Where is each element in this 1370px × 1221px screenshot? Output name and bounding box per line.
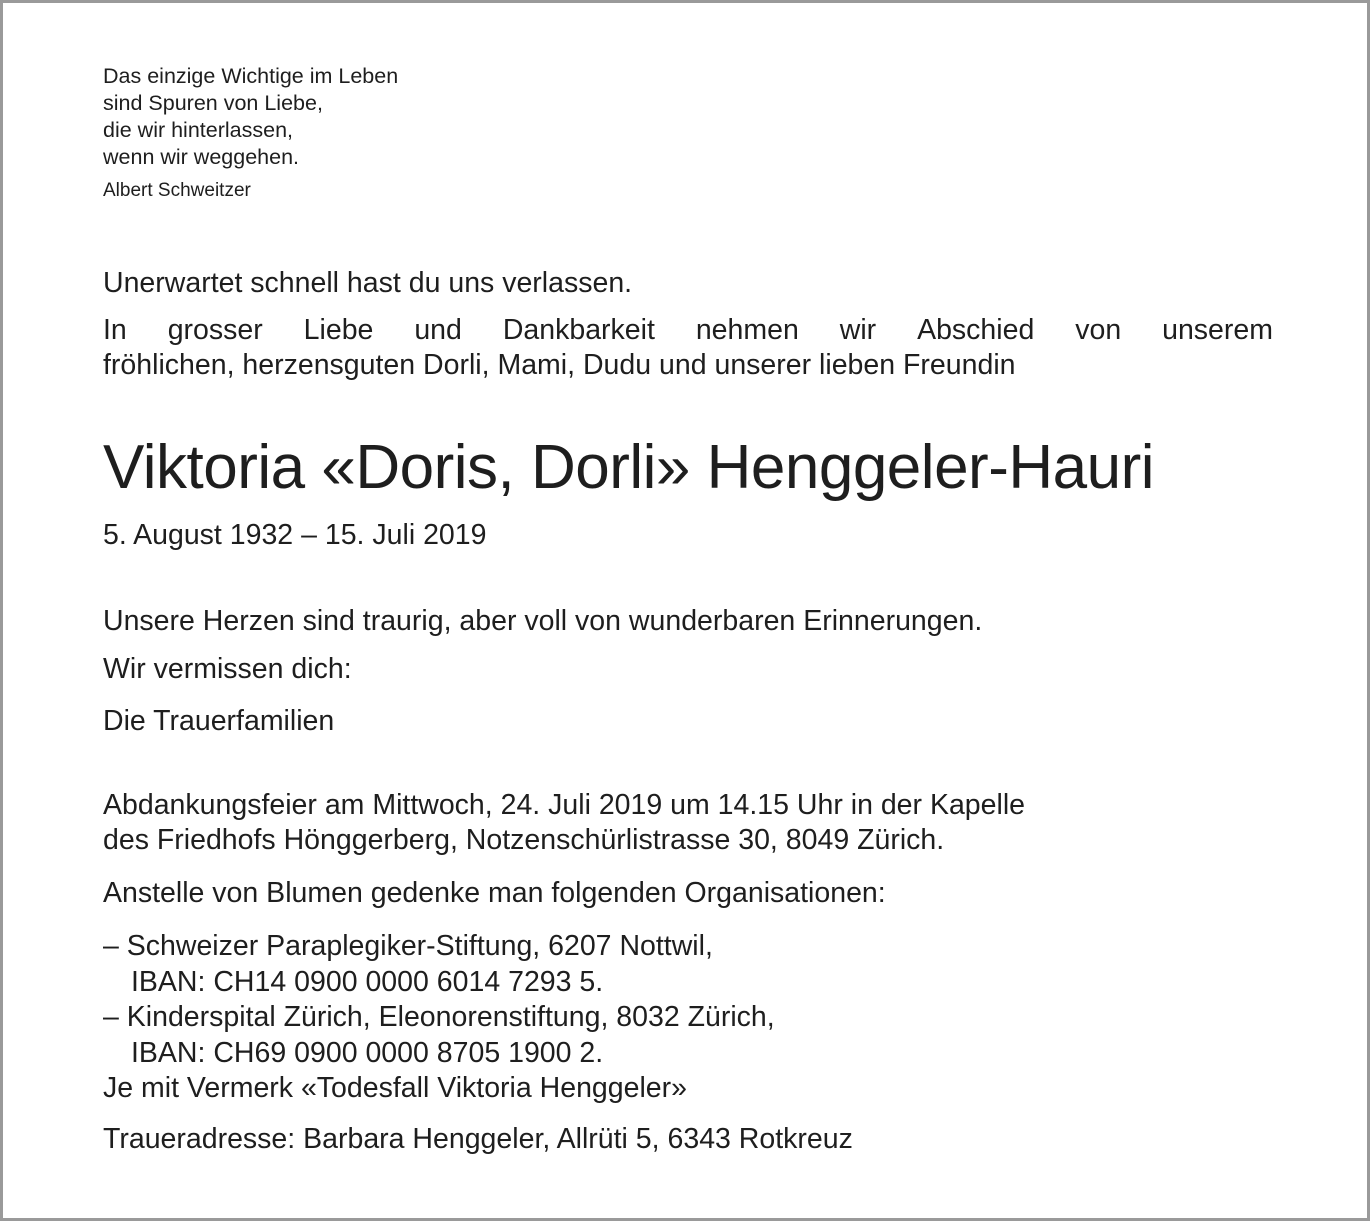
life-dates: 5. August 1932 – 15. Juli 2019 [103, 519, 487, 551]
mourning-address: Traueradresse: Barbara Henggeler, Allrüti 5, 6343 Rotkreuz [103, 1123, 853, 1155]
donations-intro: Anstelle von Blumen gedenke man folgenden Organisationen: [103, 877, 886, 909]
quote-author: Albert Schweitzer [103, 180, 251, 201]
farewell-text [103, 313, 1273, 383]
organisation-name: – Kinderspital Zürich, Eleonorenstiftung, 8032 Zürich, [103, 1001, 775, 1033]
farewell-word: von [1075, 314, 1122, 346]
quote [103, 63, 398, 171]
quote-line: wenn wir weggehen. [103, 145, 300, 169]
quote-line: Das einzige Wichtige im Leben [103, 64, 399, 88]
quote-line: sind Spuren von Liebe, [103, 91, 323, 115]
organisation-iban: IBAN: CH69 0900 0000 8705 1900 2. [131, 1036, 604, 1069]
farewell-word: Abschied [917, 314, 1035, 346]
quote-line: die wir hinterlassen, [103, 118, 294, 142]
organisation-name: – Schweizer Paraplegiker-Stiftung, 6207 Nottwil, [103, 930, 713, 962]
farewell-word: wir [839, 314, 877, 346]
ceremony-line-2: des Friedhofs Hönggerberg, Notzenschürlistrasse 30, 8049 Zürich. [103, 824, 945, 856]
farewell-line-1 [103, 313, 1273, 348]
organisation-iban: IBAN: CH14 0900 0000 6014 7293 5. [131, 965, 604, 998]
donation-note: Je mit Vermerk «Todesfall Viktoria Henggeler» [103, 1072, 687, 1104]
deceased-name: Viktoria «Doris, Dorli» Henggeler-Hauri [103, 433, 1154, 502]
intro-text: Unerwartet schnell hast du uns verlassen. [103, 267, 633, 299]
organisation-list [103, 929, 775, 1107]
farewell-line-2: fröhlichen, herzensguten Dorli, Mami, Dudu und unserer lieben Freundin [103, 349, 1016, 381]
farewell-word: und [414, 314, 462, 346]
farewell-word: Dankbarkeit [502, 314, 655, 346]
family-signature: Die Trauerfamilien [103, 705, 335, 737]
farewell-word: unserem [1162, 314, 1273, 346]
farewell-word: nehmen [695, 314, 799, 346]
miss-you-text: Wir vermissen dich: [103, 653, 352, 685]
farewell-word: In [103, 314, 127, 346]
memories-text: Unsere Herzen sind traurig, aber voll von wunderbaren Erinnerungen. [103, 605, 983, 637]
farewell-word: grosser [167, 314, 263, 346]
ceremony-line-1: Abdankungsfeier am Mittwoch, 24. Juli 2019 um 14.15 Uhr in der Kapelle [103, 789, 1026, 821]
farewell-word: Liebe [303, 314, 374, 346]
ceremony-info [103, 788, 1025, 858]
